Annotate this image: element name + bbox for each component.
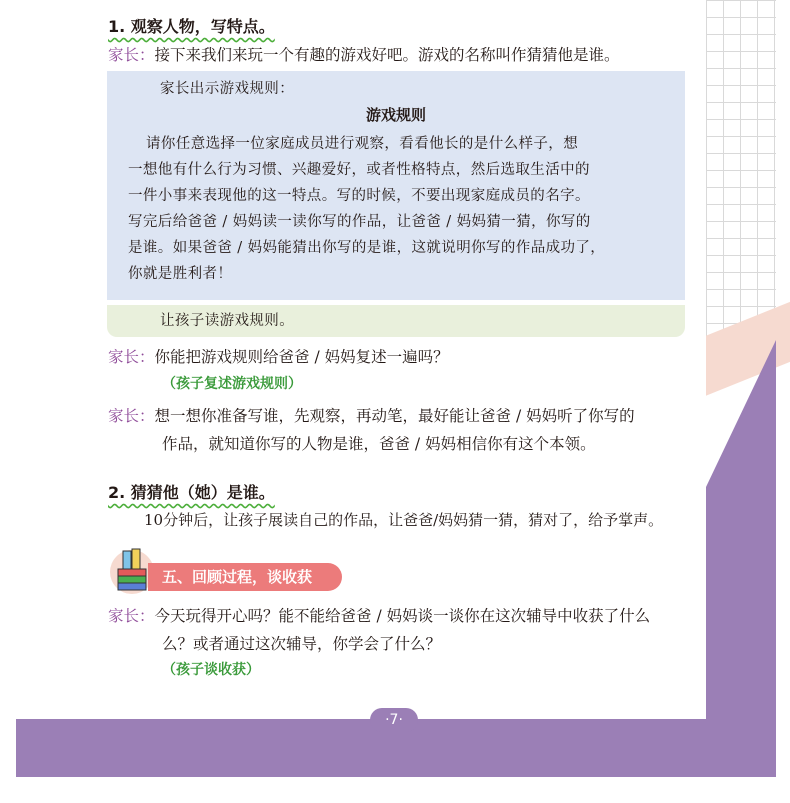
- closing-line-2: 么？或者通过这次辅导，你学会了什么？: [162, 635, 442, 653]
- rules-line: 写完后给爸爸 / 妈妈读一读你写的作品，让爸爸 / 妈妈猜一猜，你写的: [128, 214, 591, 230]
- speaker-label: 家长：: [108, 46, 155, 64]
- section1-heading: [108, 14, 275, 37]
- speaker-label: 家长：: [108, 348, 155, 366]
- parent-question-2: [108, 406, 635, 426]
- child-harvest-note: （孩子谈收获）: [162, 662, 260, 678]
- rules-title: 游戏规则: [365, 106, 426, 124]
- section1-heading-text: 1. 观察人物，写特点。: [108, 17, 275, 36]
- rules-line: 一想他有什么行为习惯、兴趣爱好，或者性格特点，然后选取生活中的: [128, 162, 590, 178]
- closing-line-1: 今天玩得开心吗？能不能给爸爸 / 妈妈谈一谈你在这次辅导中收获了什么: [154, 607, 651, 625]
- rules-line: 请你任意选择一位家庭成员进行观察，看看他长的是什么样子，想: [146, 136, 579, 152]
- intro-text: 接下来我们来玩一个有趣的游戏好吧。游戏的名称叫作猜猜他是谁。: [154, 46, 620, 64]
- child-retell-note: （孩子复述游戏规则）: [162, 376, 302, 392]
- question-1-text: 你能把游戏规则给爸爸 / 妈妈复述一遍吗？: [154, 348, 449, 366]
- parent-question-1: [108, 347, 449, 367]
- section5-banner: 五、回顾过程，谈收获: [148, 563, 342, 591]
- rules-line: 一件小事来表现他的这一特点。写的时候，不要出现家庭成员的名字。: [128, 188, 590, 204]
- page-number: ·7·: [370, 708, 418, 732]
- question-2-line-1: 想一想你准备写谁，先观察，再动笔，最好能让爸爸 / 妈妈听了你写的: [154, 407, 635, 425]
- rules-line: 是谁。如果爸爸 / 妈妈能猜出你写的是谁，这就说明你写的作品成功了，: [128, 240, 606, 256]
- speaker-label: 家长：: [108, 607, 155, 625]
- rules-line: 你就是胜利者！: [128, 266, 233, 282]
- rules-intro: 家长出示游戏规则：: [160, 81, 295, 97]
- section2-heading: [108, 480, 275, 503]
- question-2-line-2: 作品，就知道你写的人物是谁，爸爸 / 妈妈相信你有这个本领。: [162, 435, 596, 453]
- child-read-text: 让孩子读游戏规则。: [160, 313, 295, 329]
- speaker-label: 家长：: [108, 407, 155, 425]
- parent-intro: [108, 45, 620, 65]
- section2-text: 10分钟后，让孩子展读自己的作品，让爸爸/妈妈猜一猜，猜对了，给予掌声。: [144, 511, 664, 529]
- section2-heading-text: 2. 猜猜他（她）是谁。: [108, 483, 275, 502]
- parent-closing: [108, 606, 650, 626]
